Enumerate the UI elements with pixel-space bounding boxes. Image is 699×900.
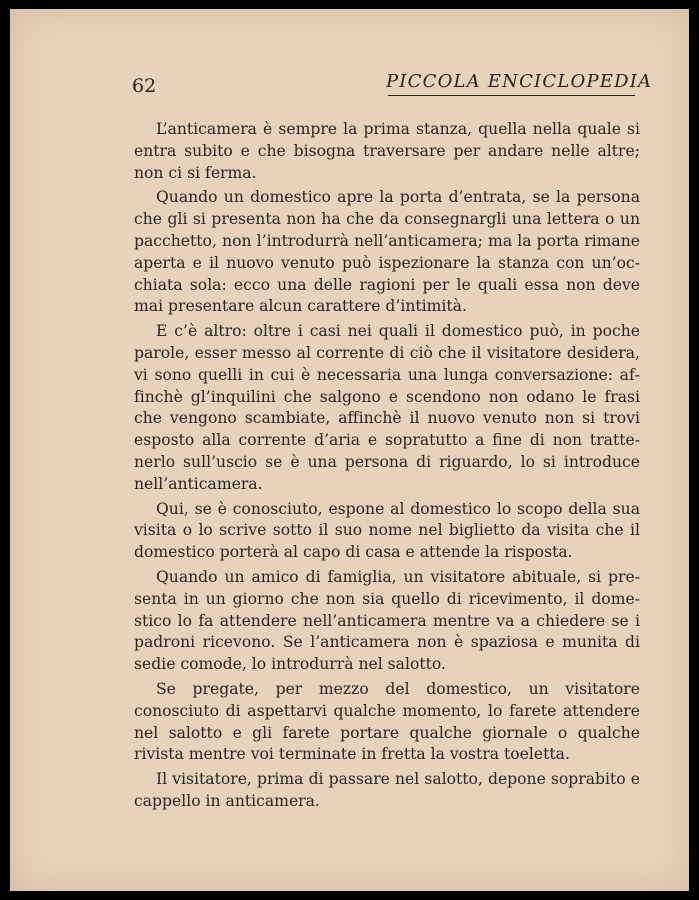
paragraph: Quando un amico di famiglia, un visitatore abituale, si presenta in un giorno che non sia quello di ricevimento, il domestico lo fa attendere nell’anticamera mentre va a chiedere se i padroni ricevono. Se l’anticamera non è spaziosa e munita di sedie comode, lo introdurrà nel salotto. (134, 567, 640, 674)
title-underline (388, 95, 635, 96)
body-text (134, 119, 640, 816)
book-page (10, 9, 689, 891)
paragraph: E c’è altro: oltre i casi nei quali il domestico può, in poche parole, esser messo al corrente di ciò che il visitatore desidera, vi sono quelli in cui è necessaria una lunga conversazione: affinchè gl’inquilini che salgono e scendono non odano le frasi che vengono scambiate, affinchè il nuovo venuto non si trovi esposto alla corrente d’aria e sopratutto a fine di non trattenerlo sull’uscio se è una persona di riguardo, lo si introduce nell’anticamera. (134, 322, 640, 493)
paragraph: L’anticamera è sempre la prima stanza, quella nella quale si entra subito e che bisogna traversare per andare nelle altre; non ci si ferma. (134, 120, 640, 182)
page-number: 62 (132, 75, 157, 97)
paragraph: Qui, se è conosciuto, espone al domestico lo scopo della sua visita o lo scrive sotto il suo nome nel biglietto da visita che il domestico porterà al capo di casa e attende la risposta. (134, 499, 640, 562)
running-title: PICCOLA ENCICLOPEDIA (386, 71, 653, 92)
paragraph: Il visitatore, prima di passare nel salotto, depone soprabito e cappello in anticamera. (134, 770, 640, 810)
paragraph: Quando un domestico apre la porta d’entrata, se la persona che gli si presenta non ha che da consegnargli una lettera o un pacchetto, non l’introdurrà nell’anticamera; ma la porta rimane aperta e il nuovo venuto può ispezionare la stanza con un’occhiata sola: ecco una delle ragioni per le quali essa non deve mai presentare alcun carattere d’intimità. (134, 188, 640, 316)
page-header (10, 9, 689, 109)
paragraph: Se pregate, per mezzo del domestico, un visitatore conosciuto di aspettarvi qualche momento, lo farete attendere nel salotto e gli farete portare qualche giornale o qualche rivista mentre voi terminate in fretta la vostra toeletta. (134, 679, 640, 764)
